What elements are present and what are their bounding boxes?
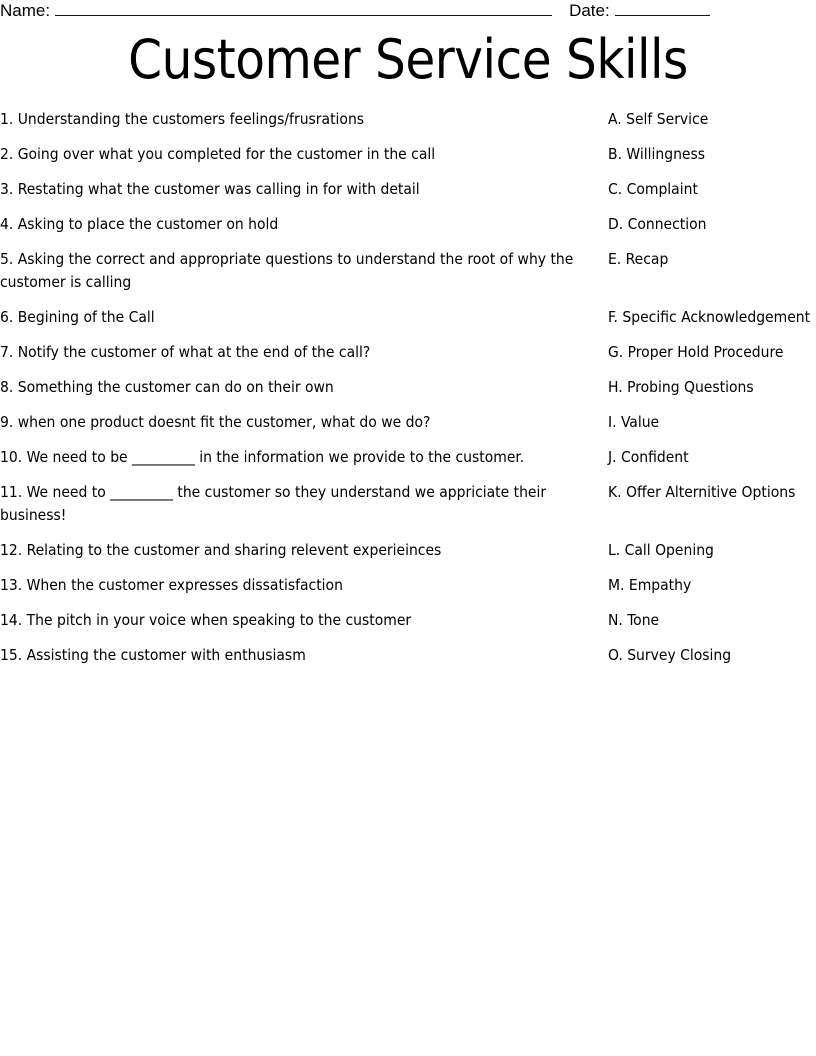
matching-row (0, 213, 816, 236)
name-label: Name: (0, 1, 51, 20)
question-item[interactable]: 7. Notify the customer of what at the end of the call? (0, 343, 371, 361)
question-item[interactable]: 11. We need to _________ the customer so they understand we appriciate their business! (0, 483, 547, 524)
matching-row (0, 108, 816, 131)
matching-row (0, 306, 816, 329)
question-item[interactable]: 12. Relating to the customer and sharing relevent experieinces (0, 541, 442, 559)
matching-row (0, 411, 816, 434)
question-item[interactable]: 13. When the customer expresses dissatisfaction (0, 576, 343, 594)
answer-option[interactable]: H. Probing Questions (608, 378, 754, 396)
answer-option[interactable]: O. Survey Closing (608, 646, 732, 664)
date-blank-line[interactable] (615, 1, 710, 16)
matching-row (0, 446, 816, 469)
answer-option[interactable]: L. Call Opening (608, 541, 714, 559)
answer-option[interactable]: C. Complaint (608, 180, 698, 198)
matching-row (0, 481, 816, 527)
answer-option[interactable]: F. Specific Acknowledgement (608, 308, 811, 326)
answer-option[interactable]: K. Offer Alternitive Options (608, 483, 796, 501)
question-item[interactable]: 3. Restating what the customer was calling in for with detail (0, 180, 420, 198)
matching-row (0, 376, 816, 399)
answer-option[interactable]: M. Empathy (608, 576, 692, 594)
answer-option[interactable]: A. Self Service (608, 110, 709, 128)
answer-option[interactable]: D. Connection (608, 215, 707, 233)
question-item[interactable]: 2. Going over what you completed for the customer in the call (0, 145, 436, 163)
date-label: Date: (569, 1, 610, 20)
question-item[interactable]: 4. Asking to place the customer on hold (0, 215, 279, 233)
matching-row (0, 341, 816, 364)
question-item[interactable]: 14. The pitch in your voice when speaking to the customer (0, 611, 412, 629)
answer-option[interactable]: E. Recap (608, 250, 669, 268)
matching-row (0, 574, 816, 597)
question-item[interactable]: 8. Something the customer can do on their own (0, 378, 334, 396)
matching-row (0, 248, 816, 294)
answer-option[interactable]: J. Confident (608, 448, 689, 466)
name-blank-line[interactable] (55, 1, 552, 16)
question-item[interactable]: 1. Understanding the customers feelings/frusrations (0, 110, 365, 128)
question-item[interactable]: 10. We need to be _________ in the information we provide to the customer. (0, 448, 525, 466)
matching-row (0, 143, 816, 166)
answer-option[interactable]: N. Tone (608, 611, 660, 629)
matching-list (0, 108, 816, 679)
question-item[interactable]: 5. Asking the correct and appropriate questions to understand the root of why the customer is calling (0, 250, 574, 291)
question-item[interactable]: 6. Begining of the Call (0, 308, 155, 326)
answer-option[interactable]: G. Proper Hold Procedure (608, 343, 784, 361)
matching-row (0, 644, 816, 667)
worksheet-header (0, 1, 816, 27)
question-item[interactable]: 15. Assisting the customer with enthusiasm (0, 646, 306, 664)
matching-row (0, 539, 816, 562)
matching-row (0, 178, 816, 201)
answer-option[interactable]: B. Willingness (608, 145, 706, 163)
matching-row (0, 609, 816, 632)
question-item[interactable]: 9. when one product doesnt fit the customer, what do we do? (0, 413, 431, 431)
answer-option[interactable]: I. Value (608, 413, 660, 431)
page-title: Customer Service Skills (128, 28, 688, 91)
